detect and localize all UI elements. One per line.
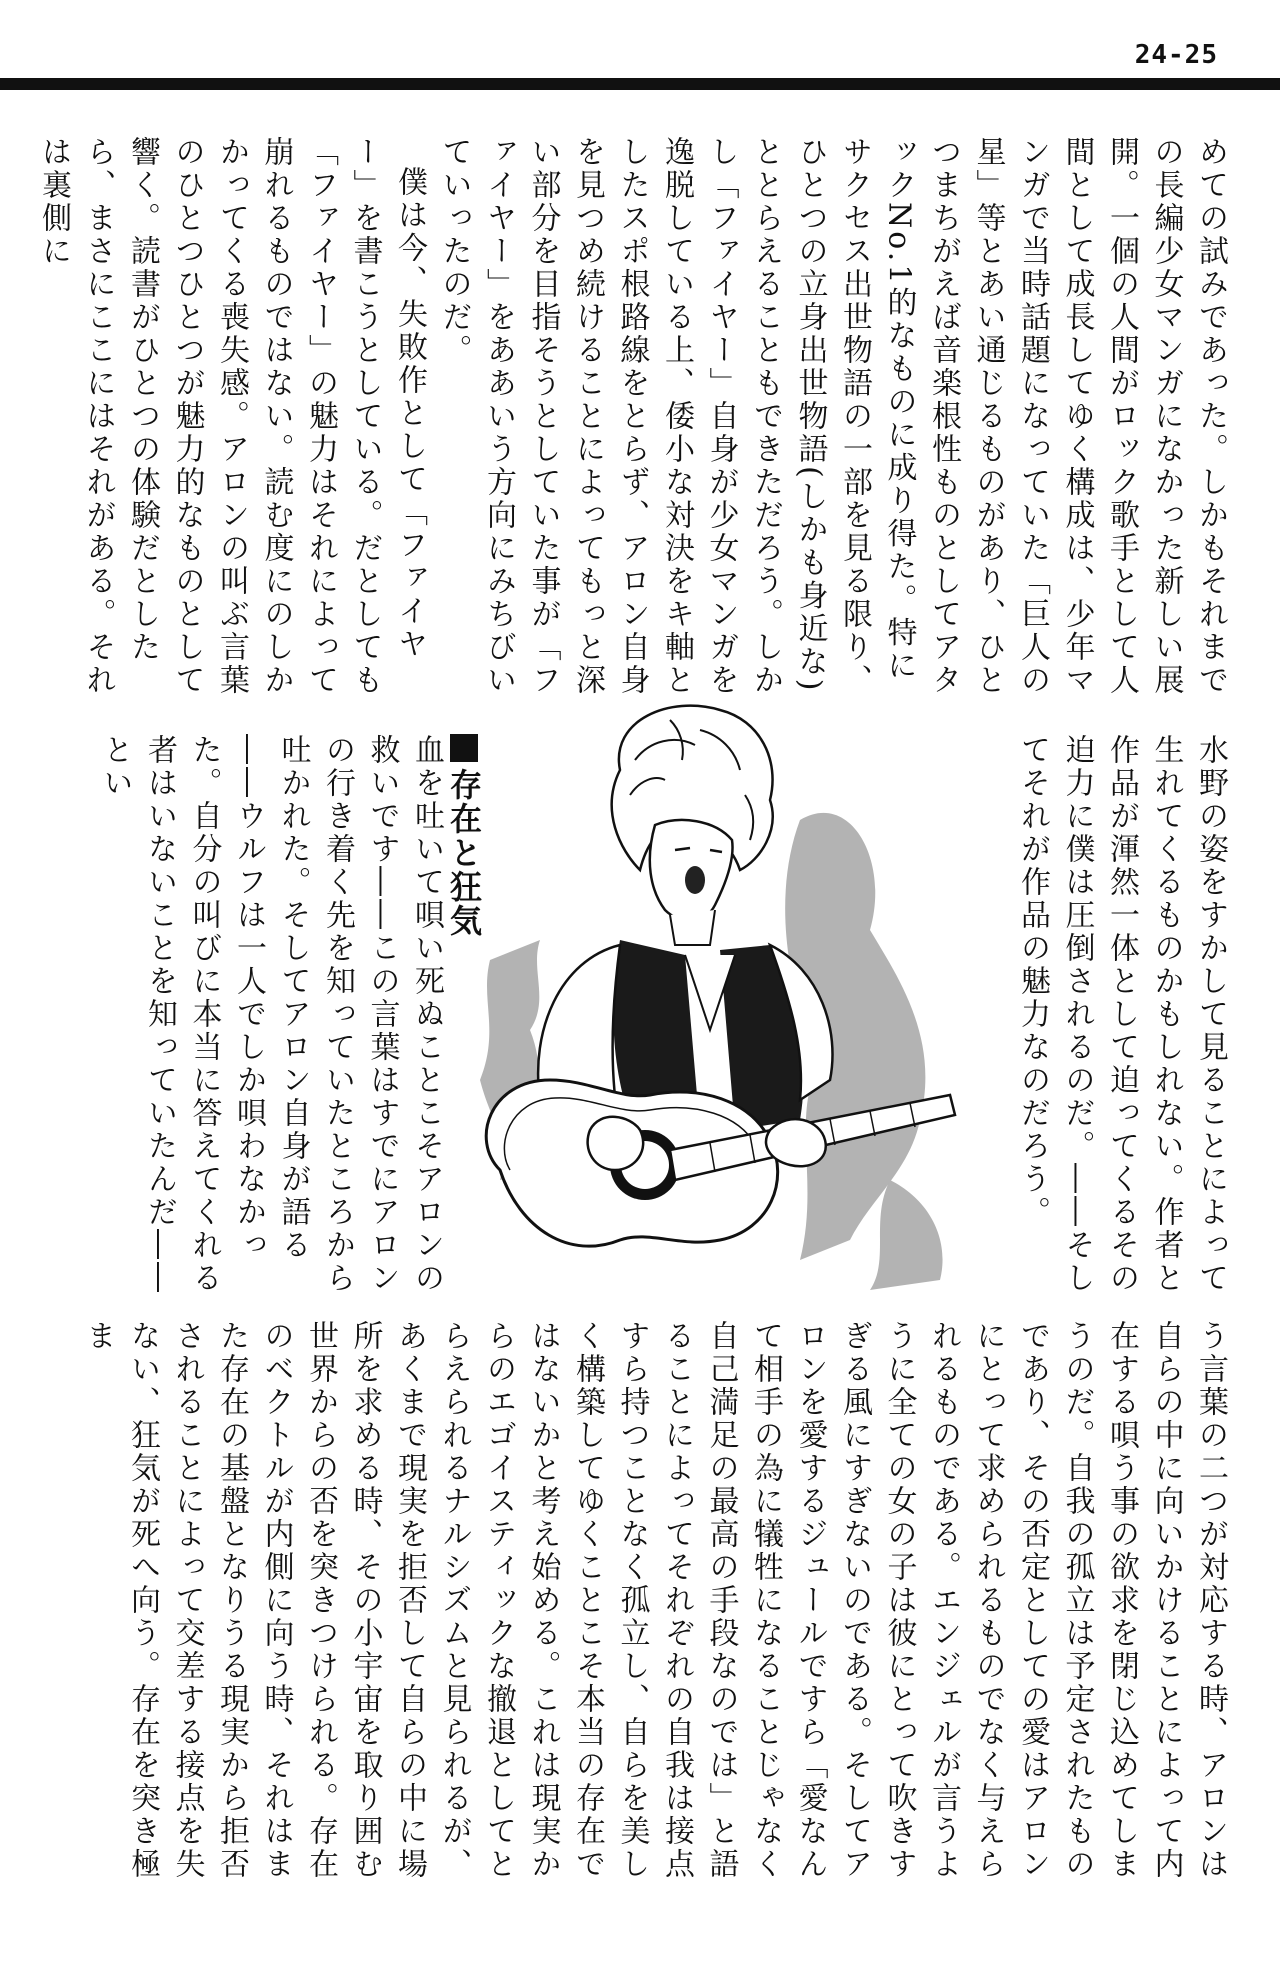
paragraph: めての試みであった。しかもそれまでの長編少女マンガになかった新しい展開。一個の人間がロック歌手として人間として成長してゆく構成は、少年マンガで当時話題になっていた「巨人の星」等とあい通じるものがあり、ひとつまちがえば音楽根性ものとしてアタックNo.1的なものに成り得た。特にサクセス出世物語の一部を見る限り、ひとつの立身出世物語(しかも身近な)ととらえることもできただろう。しかし「ファイヤー」自身が少女マンガを逸脱している上、倭小な対決をキ軸としたスポ根路線をとらず、アロン自身を見つめ続けることによってもっと深い部分を目指そうとしていた事が「ファイヤー」をああいう方向にみちびいていったのだ。: [436, 136, 1228, 697]
paragraph: う言葉の二つが対応する時、アロンは自らの中に向いかけることによって内在する唄う事の欲求を閉じ込めてしまうのだ。自我の孤立は予定されたものであり、その否定としての愛はアロンにとって求められるものでなく与えられるものである。エンジェルが言うように全ての女の子は彼にとって吹きすぎる風にすぎないのである。そしてアロンを愛するジュールですら「愛なんて相手の為に犠牲になることじゃなく自己満足の最高の手段なのでは」と語ることによってそれぞれの自我は接点すら持つことなく孤立し、自らを美しく構築してゆくことこそ本当の存在ではないかと考え始める。これは現実からのエゴイスティックな撤退としてとらえられるナルシズムと見られるが、あくまで現実を拒否して自らの中に場所を求める時、その小宇宙を取り囲む世界からの否を突きつけられる。存在のベクトルが内側に向う時、それはまた存在の基盤となりうる現実から拒否されることによって交差する接点を失ない、狂気が死へ向う。存在を突き極ま: [80, 1320, 1228, 1881]
text-column-upper-left: [88, 734, 448, 1314]
paragraph: 血を吐いて唄い死ぬことこそアロンの救いです――この言葉はすでにアロンの行き着く先を知っていたところから吐かれた。そしてアロン自身が語る――ウルフは一人でしか唄わなかった。自分の叫びに本当に答えてくれる者はいないことを知っていたんだ――とい: [97, 734, 444, 1295]
guitarist-illustration-icon: [470, 700, 960, 1300]
text-column-bottom: [80, 1320, 1232, 1900]
section-heading-text: 存在と狂気: [445, 768, 483, 938]
text-column-upper-right: [962, 734, 1232, 1314]
header-rule: [0, 78, 1280, 90]
page-number: 24-25: [1134, 40, 1218, 70]
text-column-top: [36, 136, 1232, 698]
paragraph: 僕は今、失敗作として「ファイヤー」を書こうとしている。だとしても「ファイヤー」の魅力はそれによって崩れるものではない。読む度にのしかかってくる喪失感。アロンの叫ぶ言葉のひとつひとつが魅力的なものとして響く。読書がひとつの体験だとしたら、まさにここにはそれがある。それは裏側に: [36, 136, 427, 697]
paragraph: 水野の姿をすかして見ることによって生れてくるものかもしれない。作者と作品が渾然一体として迫ってくるその迫力に僕は圧倒されるのだ。――そしてそれが作品の魅力なのだろう。: [1015, 734, 1228, 1295]
